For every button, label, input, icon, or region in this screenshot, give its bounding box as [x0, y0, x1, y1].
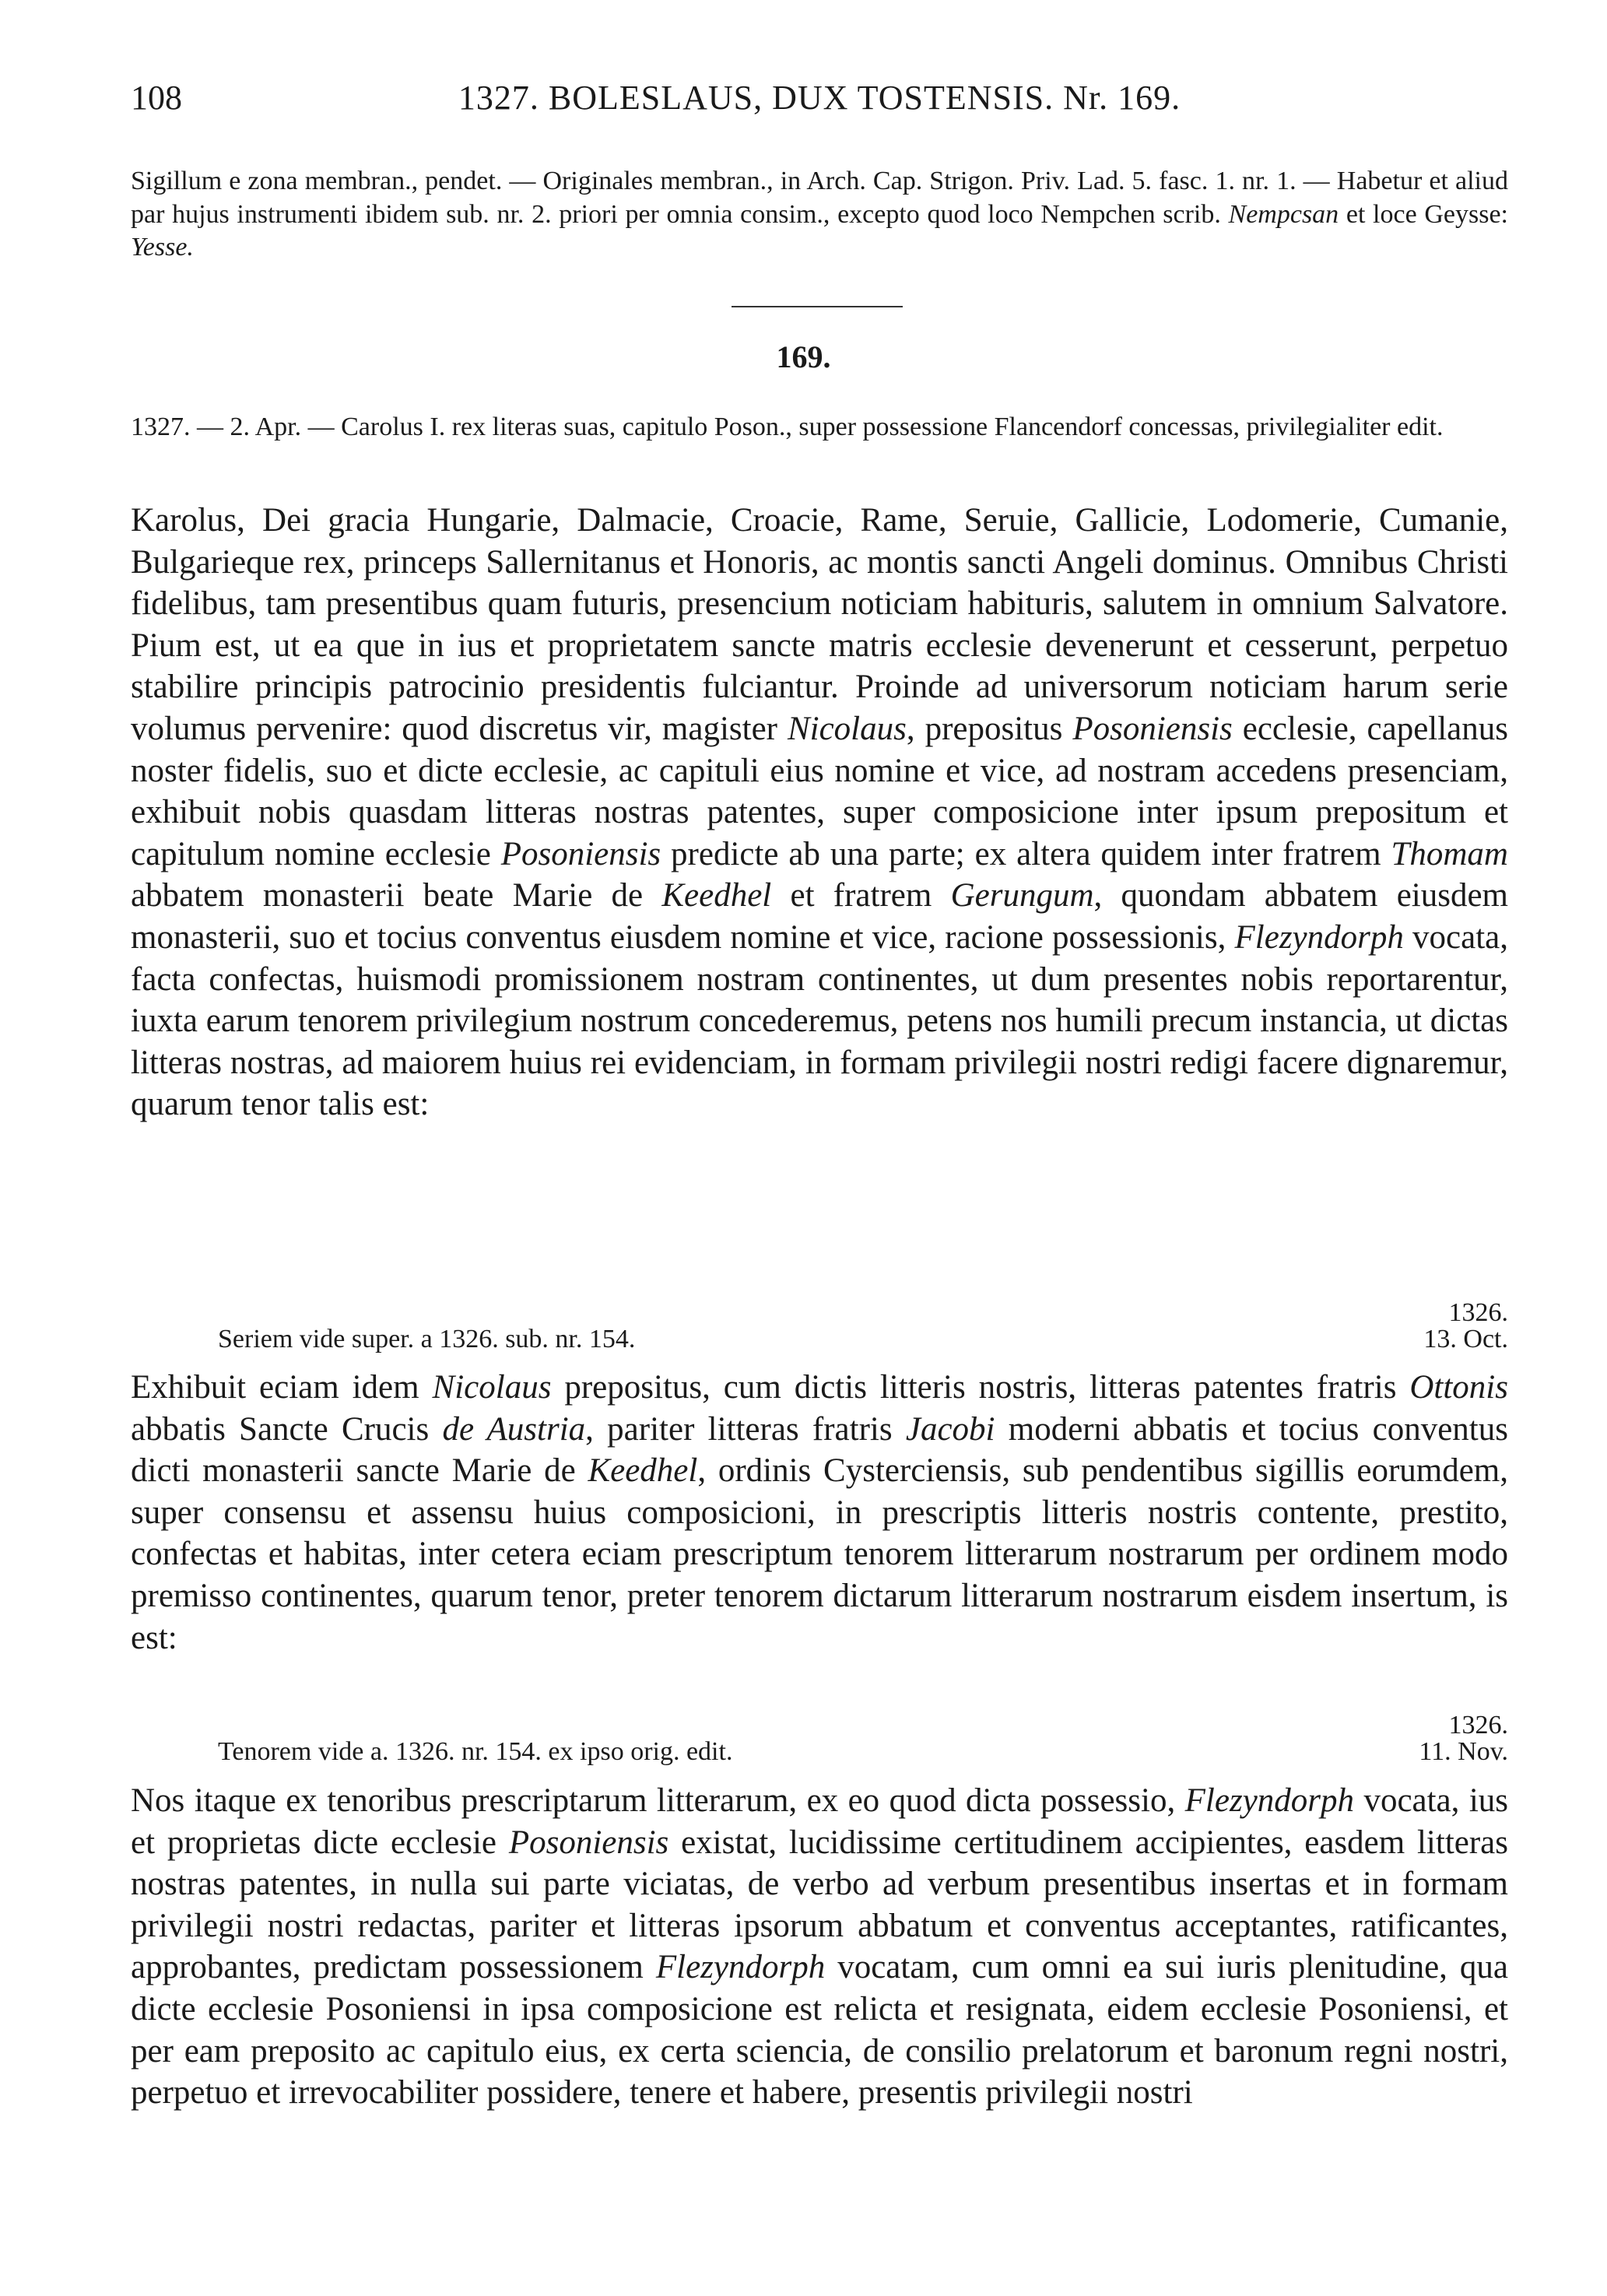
page-number: 108	[131, 79, 182, 117]
charter-paragraph-1: Karolus, Dei gracia Hungarie, Dalmacie, Croacie, Rame, Seruie, Gallicie, Lodomerie, Cumanie, Bulgarieque rex, princeps Sallernitanus et Honoris, ac montis sancti Angeli dominus. Omnibus Christi fidelibus, tam presentibus quam futuris, presencium noticiam habituris, salutem in omnium Salvatore. Pium est, ut ea que in ius et proprietatem sancte matris ecclesie devenerunt et cesserunt, perpetuo stabilire principis patrocinio presidentis fulciantur. Proinde ad universorum noticiam harum serie volumus pervenire: quod discretus vir, magister Nicolaus, prepositus Posoniensis ecclesie, capellanus noster fidelis, suo et dicte ecclesie, ac capituli eius nomine et vice, ad nostram accedens presenciam, exhibuit nobis quasdam litteras nostras patentes, super composicione inter ipsum prepositum et capitulum nomine ecclesie Posoniensis predicte ab una parte; ex altera quidem inter fratrem Thomam abbatem monasterii beate Marie de Keedhel et fratrem Gerungum, quondam abbatem eiusdem monasterii, suo et tocius conventus eiusdem nomine et vice, racione possessionis, Flezyndorph vocata, facta confectas, huismodi promissionem nostram continentes, ut dum presentes nobis reportarentur, iuxta earum tenorem privilegium nostrum concederemus, petens nos humili precum instancia, ut dictas litteras nostras, ad maiorem huius rei evidenciam, in formam privilegii nostri redigi facere dignaremur, quarum tenor talis est:	[131, 502, 1508, 1123]
charter-paragraph-2: Exhibuit eciam idem Nicolaus prepositus, cum dictis litteris nostris, litteras patentes fratris Ottonis abbatis Sancte Crucis de Austria, pariter litteras fratris Jacobi moderni abbatis et tocius conventus dicti monasterii sancte Marie de Keedhel, ordinis Cysterciensis, sub pendentibus sigillis eorumdem, super consensu et assensu huius composicioni, in prescriptis litteris nostris contente, prestito, confectas et habitas, inter cetera eciam prescriptum tenorem litterarum nostrarum per ordinem modo premisso continentes, quarum tenor, preter tenorem dictarum litterarum nostrarum eisdem insertum, is est:	[131, 1369, 1508, 1656]
reference-date: 13. Oct.	[1423, 1325, 1508, 1353]
page-header	[131, 78, 1508, 132]
charter-paragraph-3: Nos itaque ex tenoribus prescriptarum litterarum, ex eo quod dicta possessio, Flezyndorph vocata, ius et proprietas dicte ecclesie Posoniensis existat, lucidissime certitudinem accipientes, easdem litteras nostras patentes, in nulla sui parte viciatas, de verbo ad verbum presentibus insertas et in formam privilegii nostri redactas, pariter et litteras ipsorum abbatum et conventus acceptantes, ratificantes, approbantes, predictam possessionem Flezyndorph vocatam, cum omni ea sui iuris plenitudine, qua dicte ecclesie Posoniensi in ipsa composicione est relicta et resignata, eidem ecclesie Posoniensi, et per eam preposito ac capitulo eius, ex certa sciencia, de consilio prelatorum et baronum regni nostri, perpetuo et irrevocabiliter possidere, tenere et habere, presentis privilegii nostri	[131, 1782, 1508, 2112]
reference-line-1	[218, 1298, 1508, 1354]
reference-date: 11. Nov.	[1419, 1737, 1508, 1766]
reference-text: Tenorem vide a. 1326. nr. 154. ex ipso orig. edit.	[218, 1737, 733, 1766]
charter-number: 169.	[776, 339, 831, 374]
charter-regest: 1327. — 2. Apr. — Carolus I. rex literas suas, capitulo Poson., super possessione Flancendorf concessas, privilegialiter edit.	[131, 413, 1444, 441]
section-divider	[732, 306, 903, 307]
reference-text: Seriem vide super. a 1326. sub. nr. 154.	[218, 1325, 636, 1353]
running-title: 1327. BOLESLAUS, DUX TOSTENSIS. Nr. 169.	[458, 79, 1181, 117]
reference-year: 1326.	[1448, 1711, 1508, 1740]
previous-charter-notes: Sigillum e zona membran., pendet. — Originales membran., in Arch. Cap. Strigon. Priv. Lad. 5. fasc. 1. nr. 1. — Habetur et aliud par hujus instrumenti ibidem sub. nr. 2. priori per omnia consim., excepto quod loco Nempchen scrib. Nempcsan et loce Geysse: Yesse.	[131, 167, 1509, 262]
reference-line-2	[218, 1711, 1508, 1767]
reference-year: 1326.	[1448, 1298, 1508, 1327]
